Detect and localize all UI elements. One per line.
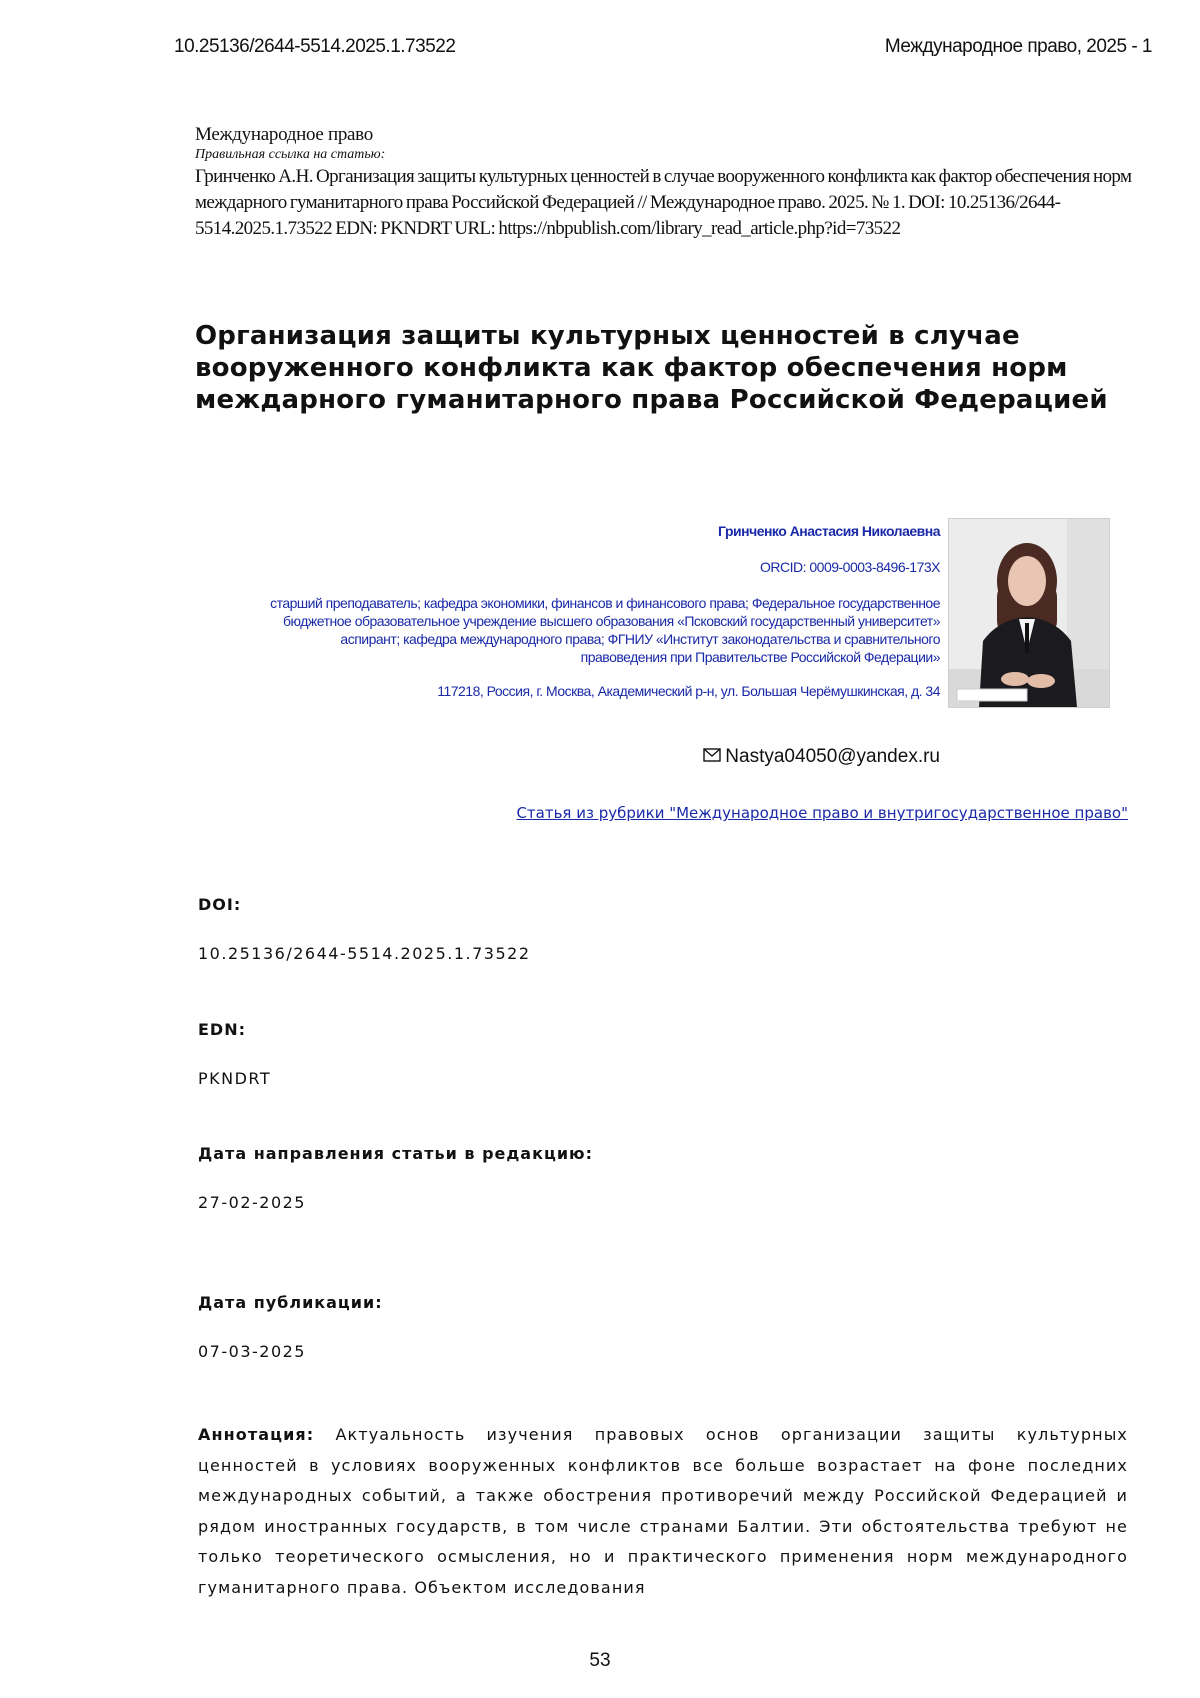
published-value: 07-03-2025	[198, 1342, 306, 1361]
page-number: 53	[589, 1650, 611, 1671]
author-photo-graphic	[949, 519, 1109, 707]
author-address: 117218, Россия, г. Москва, Академический р-н, ул. Большая Черёмушкинская, д. 34	[437, 683, 940, 699]
abstract-text: Актуальность изучения правовых основ организации защиты культурных ценностей в условиях вооруженных конфликтов все больше возрастает на фоне последних международных событий, а также обострения противоречий между Российской Федерацией и рядом иностранных государств, в том числе странами Балтии. Эти обстоятельства требуют не только теоретического осмысления, но и практического применения норм международного гуманитарного права. Объектом исследования	[198, 1425, 1128, 1597]
author-info	[260, 522, 940, 700]
author-affiliation-2: аспирант; кафедра международного права; ФГНИУ «Институт законодательства и сравнительного правоведения при Правительстве Российской Федерации»	[340, 631, 940, 665]
journal-name: Международное право	[195, 124, 373, 145]
published-label: Дата публикации:	[198, 1293, 383, 1312]
doi-value: 10.25136/2644-5514.2025.1.73522	[198, 944, 531, 963]
author-email[interactable]	[600, 746, 940, 768]
author-photo	[948, 518, 1110, 708]
abstract-label: Аннотация:	[198, 1425, 315, 1444]
submitted-label: Дата направления статьи в редакцию:	[198, 1144, 593, 1163]
edn-value: PKNDRT	[198, 1069, 272, 1088]
article-title: Организация защиты культурных ценностей в случае вооруженного конфликта как фактор обеспечения норм междарного гуманитарного права Российской Федерацией	[195, 321, 1108, 415]
author-orcid[interactable]: ORCID: 0009-0003-8496-173X	[759, 559, 940, 575]
doi-label: DOI:	[198, 895, 242, 914]
rubric-link[interactable]: Статья из рубрики "Международное право и внутригосударственное право"	[516, 804, 1128, 822]
envelope-icon	[703, 746, 721, 768]
edn-label: EDN:	[198, 1020, 246, 1039]
running-head-journal: Международное право, 2025 - 1	[884, 36, 1152, 57]
author-affiliation-1: старший преподаватель; кафедра экономики, финансов и финансового права; Федеральное государственное бюджетное образовательное учреждение высшего образования «Псковский государственный университет»	[270, 595, 940, 629]
citation-block	[195, 124, 1135, 242]
submitted-value: 27-02-2025	[198, 1193, 306, 1212]
abstract	[198, 1420, 1128, 1603]
email-address[interactable]: Nastya04050@yandex.ru	[725, 746, 940, 768]
running-head-doi: 10.25136/2644-5514.2025.1.73522	[174, 36, 456, 57]
citation-text: Гринченко А.Н. Организация защиты культурных ценностей в случае вооруженного конфликта как фактор обеспечения норм междарного гуманитарного права Российской Федерацией // Международное право. 2025. № 1. DOI: 10.25136/2644-5514.2025.1.73522 EDN: PKNDRT URL: https://nbpublish.com/library_read_article.php?id=73522	[195, 166, 1132, 239]
citation-label: Правильная ссылка на статью:	[195, 147, 386, 162]
author-name[interactable]: Гринченко Анастасия Николаевна	[718, 523, 940, 539]
